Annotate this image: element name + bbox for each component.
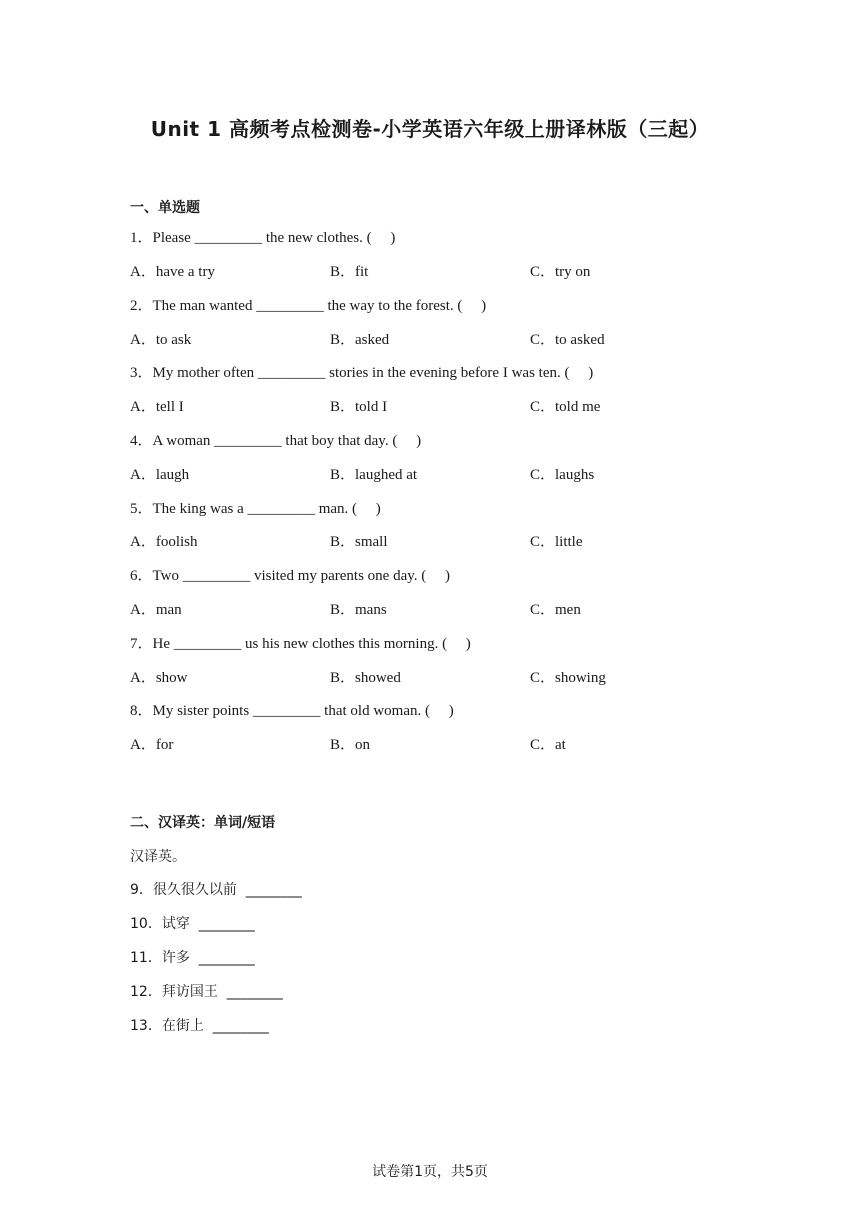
question-stem: 6．Two _________ visited my parents one day. ( ) — [130, 568, 451, 584]
section-heading-translation: 二、汉译英：单词/短语 — [130, 815, 276, 831]
option-c: C．men — [530, 602, 581, 618]
option-b: B．fit — [330, 264, 369, 280]
section-instruction: 汉译英。 — [130, 849, 186, 865]
option-c: C．to asked — [530, 332, 605, 348]
translation-item: 10．试穿 ________ — [130, 916, 255, 932]
option-b: B．told I — [330, 399, 388, 415]
question-stem: 8．My sister points _________ that old woman. ( ) — [130, 703, 454, 719]
option-b: B．laughed at — [330, 467, 418, 483]
page-title: Unit 1 高频考点检测卷-小学英语六年级上册译林版（三起） — [150, 117, 710, 141]
page-footer: 试卷第1页，共5页 — [372, 1164, 488, 1180]
option-c: C．at — [530, 737, 566, 753]
option-a: A．tell I — [130, 399, 184, 415]
question-stem: 4．A woman _________ that boy that day. ( ) — [130, 433, 422, 449]
option-a: A．foolish — [130, 534, 198, 550]
option-c: C．told me — [530, 399, 601, 415]
option-a: A．to ask — [130, 332, 192, 348]
question-stem: 2．The man wanted _________ the way to the forest. ( ) — [130, 298, 487, 314]
option-b: B．small — [330, 534, 388, 550]
question-stem: 7．He _________ us his new clothes this morning. ( ) — [130, 636, 471, 652]
option-a: A．have a try — [130, 264, 215, 280]
option-c: C．showing — [530, 670, 606, 686]
option-b: B．showed — [330, 670, 401, 686]
option-a: A．for — [130, 737, 174, 753]
option-b: B．on — [330, 737, 371, 753]
translation-item: 11．许多 ________ — [130, 950, 255, 966]
question-stem: 5．The king was a _________ man. ( ) — [130, 501, 381, 517]
translation-item: 9．很久很久以前 ________ — [130, 882, 302, 898]
translation-item: 12．拜访国王 ________ — [130, 984, 283, 1000]
option-c: C．little — [530, 534, 583, 550]
translation-item: 13．在街上 ________ — [130, 1018, 269, 1034]
option-b: B．mans — [330, 602, 387, 618]
question-stem: 3．My mother often _________ stories in the evening before I was ten. ( ) — [130, 365, 594, 381]
option-a: A．laugh — [130, 467, 190, 483]
question-stem: 1．Please _________ the new clothes. ( ) — [130, 230, 396, 246]
option-c: C．try on — [530, 264, 591, 280]
option-a: A．man — [130, 602, 182, 618]
section-heading-single-choice: 一、单选题 — [130, 200, 200, 216]
option-a: A．show — [130, 670, 188, 686]
option-c: C．laughs — [530, 467, 595, 483]
option-b: B．asked — [330, 332, 390, 348]
